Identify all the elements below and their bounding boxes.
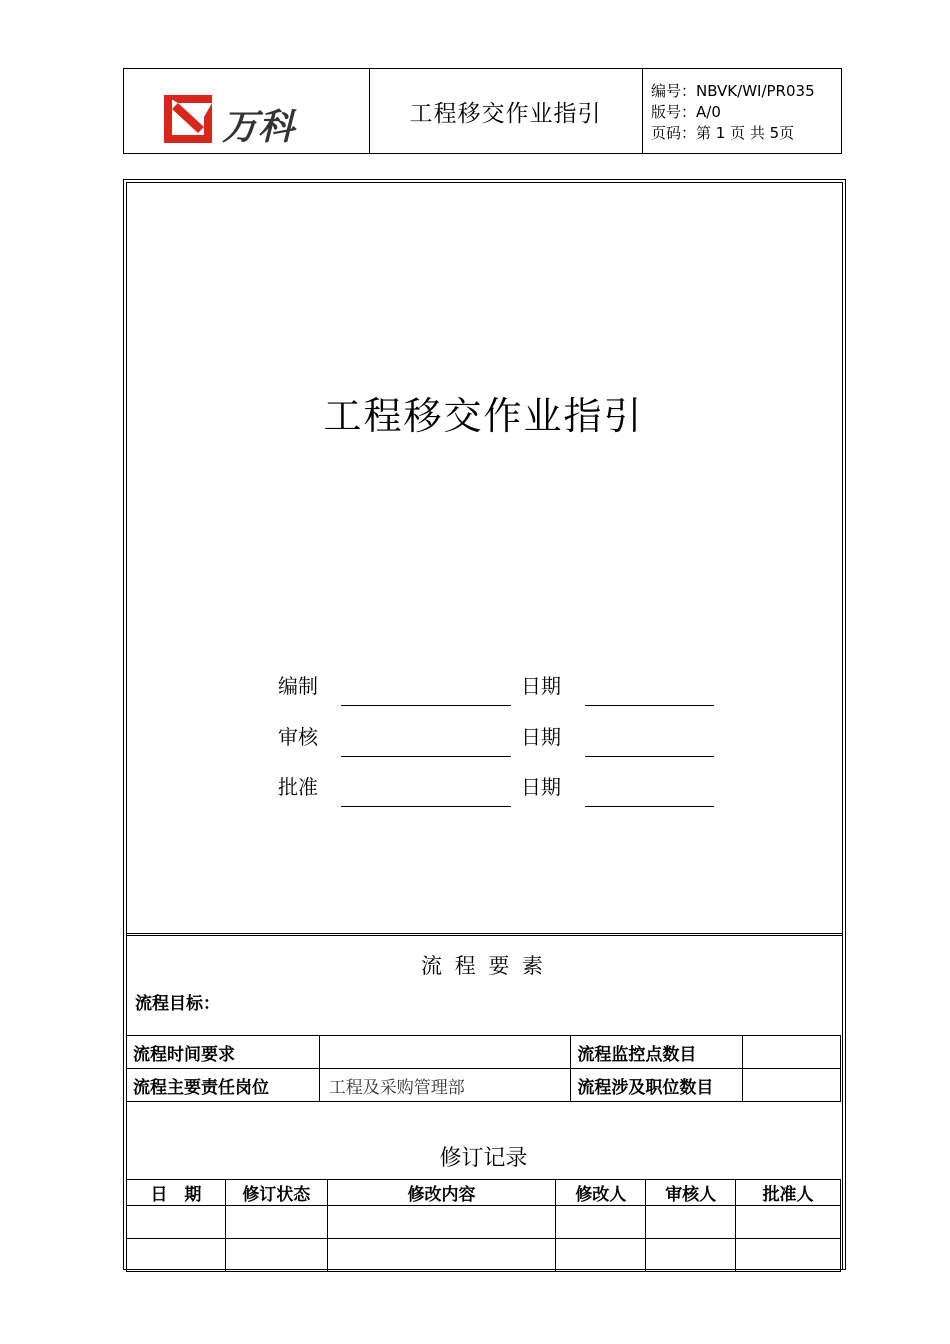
logo-text: 万科 bbox=[222, 107, 295, 145]
table-header-row bbox=[127, 1180, 841, 1206]
table-cell bbox=[556, 1206, 646, 1239]
process-goal-label: 流程目标： bbox=[135, 994, 220, 1014]
column-header: 修改内容 bbox=[327, 1180, 556, 1206]
doc-meta bbox=[642, 69, 841, 153]
date-label: 日期 bbox=[521, 775, 561, 799]
table-row bbox=[127, 1069, 841, 1102]
document-header bbox=[123, 68, 842, 154]
table-cell bbox=[736, 1239, 841, 1272]
table-row bbox=[127, 1206, 841, 1239]
table-cell bbox=[646, 1206, 736, 1239]
positions-count-label: 流程涉及职位数目 bbox=[571, 1069, 743, 1102]
date-label: 日期 bbox=[521, 674, 561, 698]
date-line bbox=[585, 705, 714, 706]
sign-label: 编制 bbox=[278, 674, 318, 698]
sign-label: 批准 bbox=[278, 775, 318, 799]
table-cell bbox=[225, 1239, 327, 1272]
table-row bbox=[127, 1036, 841, 1069]
process-heading: 流 程 要 素 bbox=[420, 954, 547, 978]
table-cell bbox=[225, 1206, 327, 1239]
positions-count-value bbox=[743, 1069, 841, 1102]
header-title: 工程移交作业指引 bbox=[369, 69, 643, 153]
process-table bbox=[126, 1035, 841, 1102]
revision-heading: 修订记录 bbox=[439, 1146, 528, 1171]
responsible-post-value: 工程及采购管理部 bbox=[319, 1069, 571, 1102]
table-cell bbox=[556, 1239, 646, 1272]
date-line bbox=[585, 756, 714, 757]
doc-code: 编号：NBVK/WI/PR035 bbox=[651, 82, 815, 100]
process-time-value bbox=[319, 1036, 571, 1069]
column-header: 审核人 bbox=[646, 1180, 736, 1206]
table-cell bbox=[736, 1206, 841, 1239]
page-info: 页码：第 1 页 共 5页 bbox=[651, 124, 795, 142]
cover-inner-frame bbox=[126, 182, 843, 1269]
vanke-logo bbox=[164, 95, 334, 145]
table-cell bbox=[327, 1239, 556, 1272]
column-header: 日 期 bbox=[127, 1180, 226, 1206]
responsible-post-label: 流程主要责任岗位 bbox=[127, 1069, 320, 1102]
doc-version: 版号：A/0 bbox=[651, 103, 721, 121]
revision-table bbox=[126, 1179, 841, 1272]
monitor-points-value bbox=[743, 1036, 841, 1069]
table-cell bbox=[327, 1206, 556, 1239]
monitor-points-label: 流程监控点数目 bbox=[571, 1036, 743, 1069]
table-row bbox=[127, 1239, 841, 1272]
column-header: 修改人 bbox=[556, 1180, 646, 1206]
logo-cell bbox=[124, 69, 370, 153]
column-header: 修订状态 bbox=[225, 1180, 327, 1206]
date-line bbox=[585, 806, 714, 807]
table-cell bbox=[127, 1206, 226, 1239]
date-label: 日期 bbox=[521, 725, 561, 749]
column-header: 批准人 bbox=[736, 1180, 841, 1206]
cover-frame bbox=[123, 179, 846, 1270]
sign-line bbox=[341, 756, 511, 757]
sign-line bbox=[341, 806, 511, 807]
sign-label: 审核 bbox=[278, 725, 318, 749]
sign-line bbox=[341, 705, 511, 706]
section-separator bbox=[126, 933, 843, 936]
cover-title: 工程移交作业指引 bbox=[323, 394, 644, 438]
table-cell bbox=[127, 1239, 226, 1272]
process-time-label: 流程时间要求 bbox=[127, 1036, 320, 1069]
table-cell bbox=[646, 1239, 736, 1272]
